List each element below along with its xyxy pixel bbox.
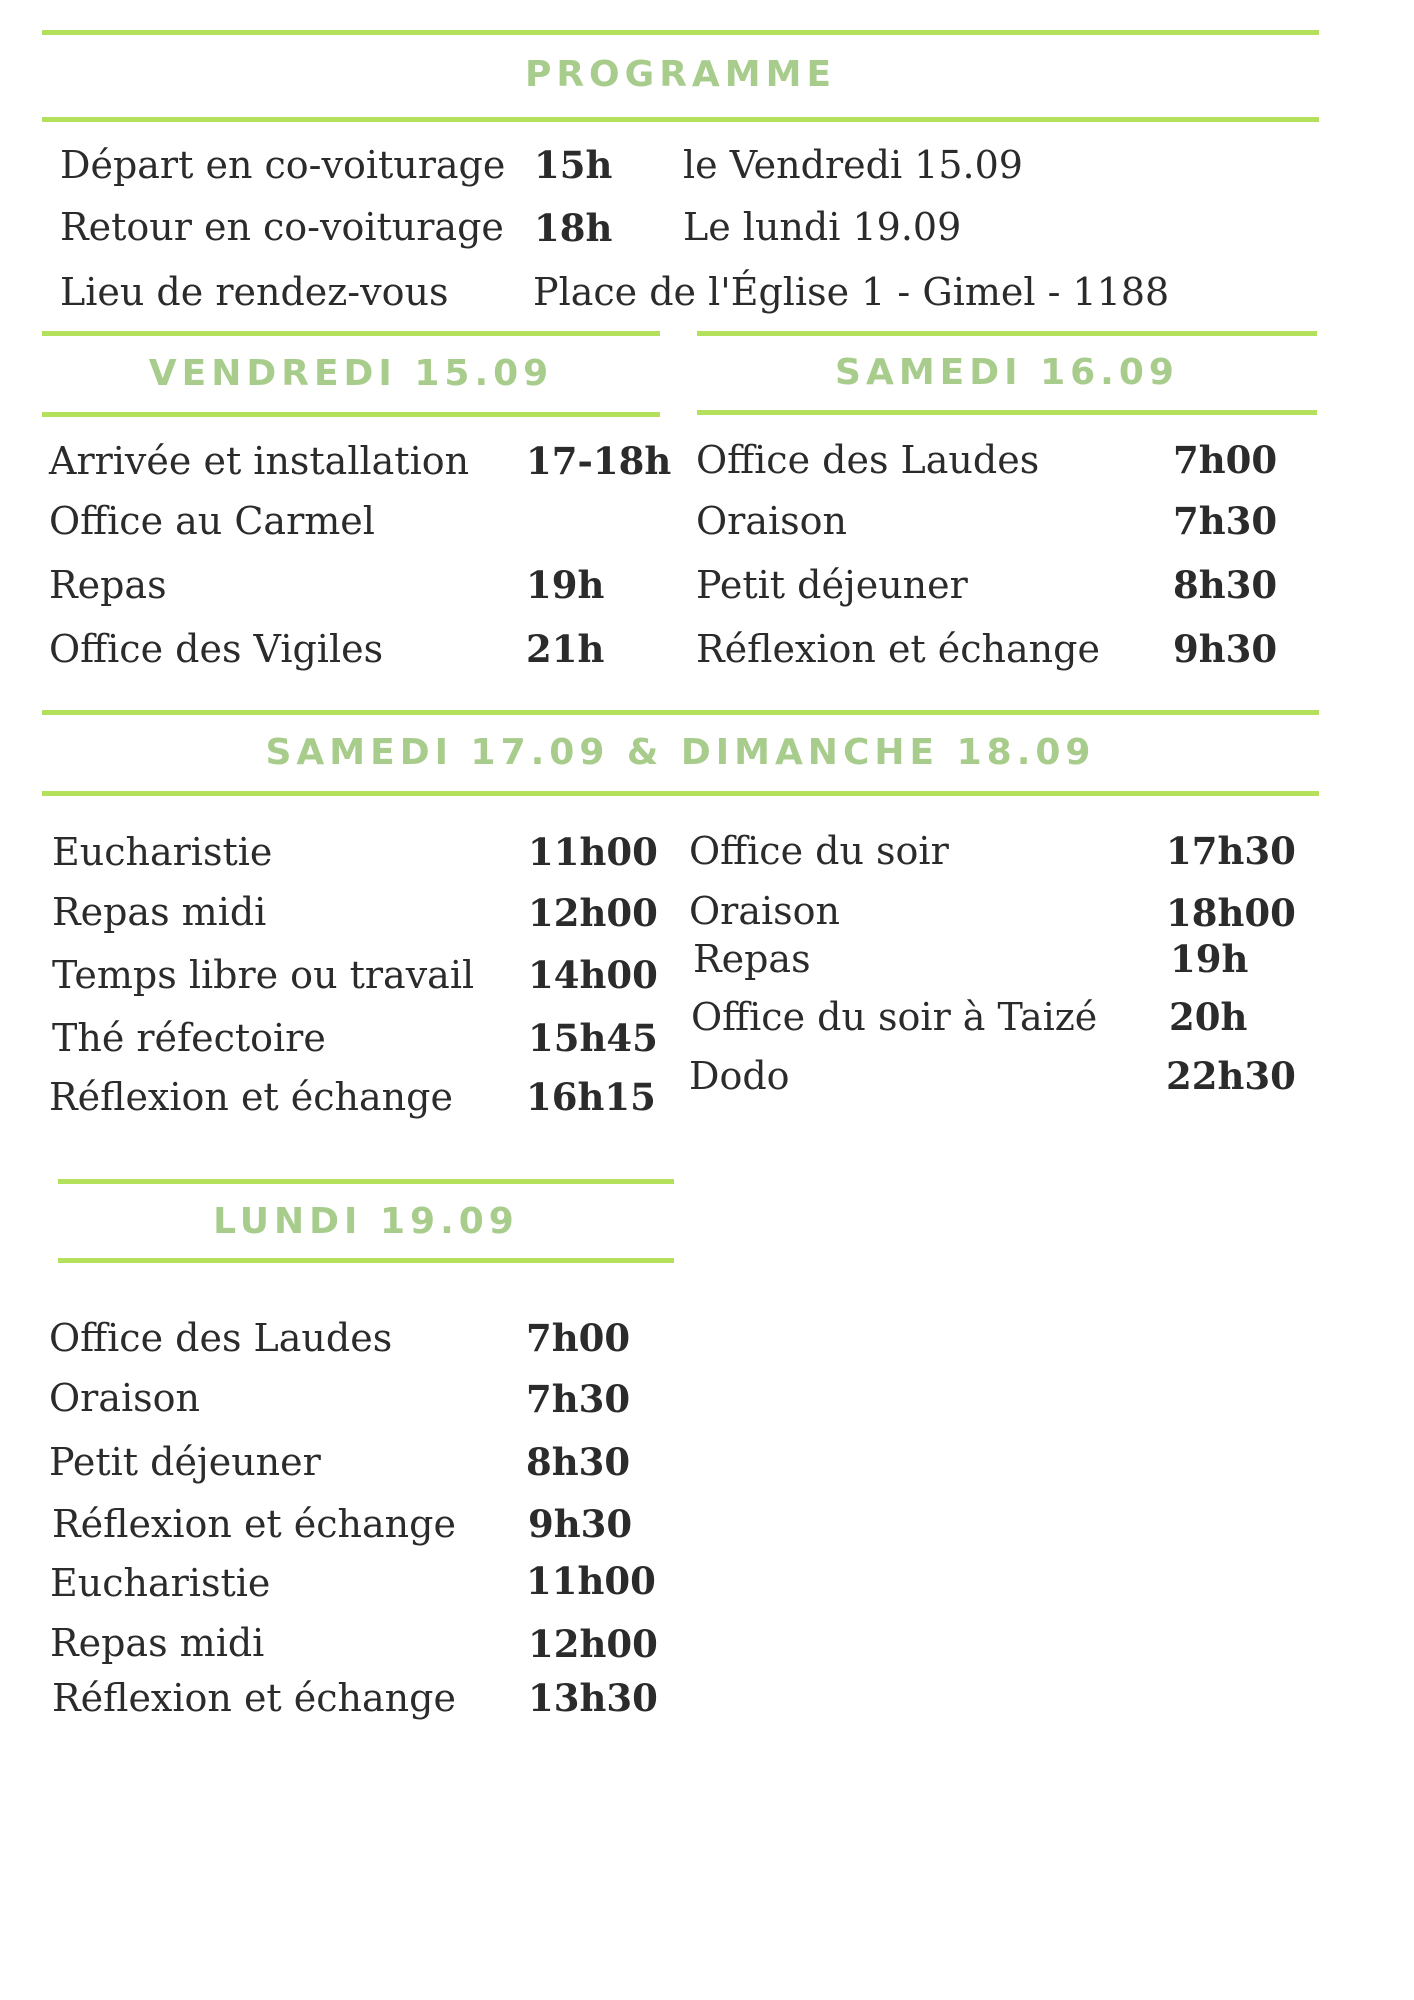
schedule-time: 7h30 bbox=[526, 1377, 631, 1421]
schedule-label: Réflexion et échange bbox=[52, 1502, 456, 1546]
schedule-label: Office du soir bbox=[689, 829, 949, 873]
programme-label: Lieu de rendez-vous bbox=[60, 270, 449, 314]
schedule-label: Office des Laudes bbox=[696, 438, 1040, 482]
schedule-label: Repas bbox=[693, 937, 811, 981]
schedule-time: 16h15 bbox=[526, 1075, 656, 1119]
divider bbox=[42, 412, 660, 417]
schedule-time: 8h30 bbox=[526, 1440, 631, 1484]
schedule-time: 8h30 bbox=[1173, 563, 1278, 607]
schedule-time: 13h30 bbox=[528, 1676, 658, 1720]
schedule-label: Repas midi bbox=[50, 1621, 265, 1665]
divider bbox=[697, 331, 1317, 336]
schedule-time: 15h45 bbox=[528, 1016, 658, 1060]
lundi-heading: LUNDI 19.09 bbox=[213, 1201, 519, 1242]
schedule-label: Office des Laudes bbox=[49, 1316, 393, 1360]
schedule-label: Arrivée et installation bbox=[49, 439, 470, 483]
schedule-time: 22h30 bbox=[1166, 1054, 1296, 1098]
schedule-time: 9h30 bbox=[1173, 627, 1278, 671]
schedule-label: Repas bbox=[49, 563, 167, 607]
schedule-label: Eucharistie bbox=[52, 830, 273, 874]
schedule-time: 11h00 bbox=[526, 1559, 656, 1603]
programme-time: 18h bbox=[534, 206, 613, 250]
schedule-time: 7h00 bbox=[526, 1316, 631, 1360]
divider bbox=[42, 791, 1319, 796]
divider bbox=[58, 1258, 674, 1263]
schedule-label: Repas midi bbox=[52, 890, 267, 934]
schedule-label: Réflexion et échange bbox=[49, 1075, 453, 1119]
schedule-time: 19h bbox=[1170, 937, 1249, 981]
schedule-label: Office des Vigiles bbox=[49, 627, 384, 671]
weekend-heading: SAMEDI 17.09 & DIMANCHE 18.09 bbox=[265, 732, 1096, 773]
divider bbox=[42, 30, 1319, 35]
schedule-label: Réflexion et échange bbox=[696, 627, 1100, 671]
schedule-label: Eucharistie bbox=[50, 1561, 271, 1605]
divider bbox=[42, 117, 1319, 122]
programme-detail: le Vendredi 15.09 bbox=[683, 143, 1023, 187]
schedule-time: 17-18h bbox=[526, 439, 672, 483]
programme-heading: PROGRAMME bbox=[524, 54, 837, 95]
vendredi-heading: VENDREDI 15.09 bbox=[148, 353, 554, 394]
divider bbox=[42, 710, 1319, 715]
schedule-label: Thé réfectoire bbox=[52, 1016, 326, 1060]
schedule-label: Petit déjeuner bbox=[696, 563, 968, 607]
schedule-time: 14h00 bbox=[528, 953, 658, 997]
divider bbox=[42, 331, 660, 336]
programme-time: 15h bbox=[534, 143, 613, 187]
schedule-time: 7h30 bbox=[1173, 499, 1278, 543]
schedule-label: Petit déjeuner bbox=[49, 1440, 321, 1484]
schedule-time: 7h00 bbox=[1173, 438, 1278, 482]
schedule-time: 21h bbox=[526, 627, 605, 671]
schedule-label: Dodo bbox=[689, 1054, 790, 1098]
schedule-label: Oraison bbox=[696, 499, 847, 543]
schedule-label: Oraison bbox=[689, 889, 840, 933]
programme-detail: Place de l'Église 1 - Gimel - 1188 bbox=[533, 270, 1170, 314]
schedule-time: 20h bbox=[1169, 995, 1248, 1039]
schedule-time: 9h30 bbox=[528, 1502, 633, 1546]
schedule-time: 12h00 bbox=[528, 891, 658, 935]
schedule-label: Réflexion et échange bbox=[52, 1676, 456, 1720]
schedule-time: 17h30 bbox=[1166, 829, 1296, 873]
schedule-time: 18h00 bbox=[1166, 891, 1296, 935]
schedule-label: Temps libre ou travail bbox=[52, 953, 475, 997]
samedi16-heading: SAMEDI 16.09 bbox=[835, 352, 1179, 393]
schedule-time: 11h00 bbox=[528, 830, 658, 874]
schedule-label: Office du soir à Taizé bbox=[691, 995, 1098, 1039]
divider bbox=[58, 1179, 674, 1184]
programme-detail: Le lundi 19.09 bbox=[683, 205, 962, 249]
schedule-label: Oraison bbox=[49, 1376, 200, 1420]
schedule-label: Office au Carmel bbox=[49, 499, 375, 543]
divider bbox=[697, 410, 1317, 415]
schedule-time: 19h bbox=[526, 563, 605, 607]
programme-label: Retour en co-voiturage bbox=[60, 205, 504, 249]
schedule-time: 12h00 bbox=[528, 1622, 658, 1666]
programme-label: Départ en co-voiturage bbox=[60, 143, 506, 187]
